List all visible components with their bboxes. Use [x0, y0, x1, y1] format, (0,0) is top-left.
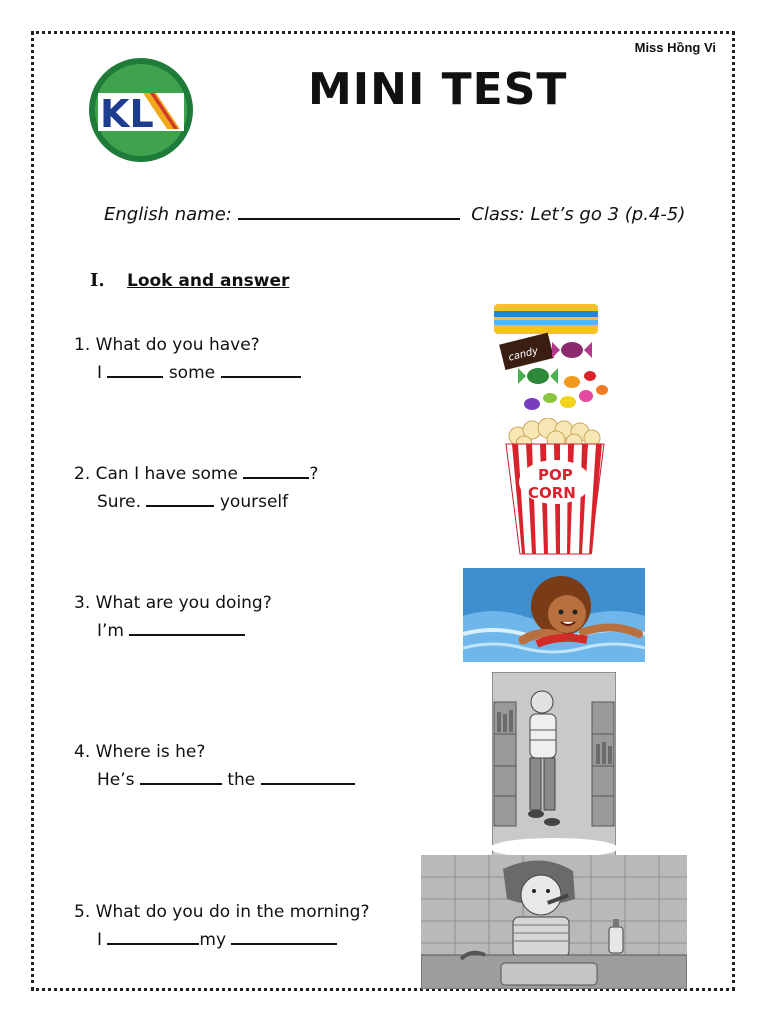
brushing-teeth-picture [421, 855, 687, 989]
answer-blank[interactable] [107, 362, 163, 378]
swimming-picture [463, 568, 645, 662]
question-1: 1. What do you have? I some [74, 331, 301, 387]
page-title: MINI TEST [308, 64, 568, 115]
answer-blank[interactable] [231, 929, 337, 945]
question-5: 5. What do you do in the morning? I my [74, 902, 370, 950]
svg-text:KL: KL [100, 92, 154, 136]
answer-blank[interactable] [146, 491, 214, 507]
english-name-label: English name: [104, 204, 232, 225]
english-name-blank[interactable] [238, 202, 460, 220]
answer-blank[interactable] [107, 929, 199, 945]
answer-blank[interactable] [243, 463, 309, 479]
section-heading: I. Look and answer [90, 270, 290, 291]
question-2: 2. Can I have some ? Sure. yourself [74, 464, 319, 512]
candy-picture [490, 298, 618, 416]
answer-blank[interactable] [261, 769, 355, 785]
library-picture [492, 672, 616, 856]
svg-text:candy: candy [507, 345, 540, 364]
section-title: Look and answer [126, 271, 290, 291]
question-text: What do you have? [95, 335, 260, 355]
student-info-line [104, 202, 685, 225]
popcorn-picture [494, 418, 616, 558]
answer-blank[interactable] [140, 769, 222, 785]
svg-text:CORN: CORN [528, 484, 576, 502]
question-4: 4. Where is he? He’s the [74, 738, 355, 794]
answer-blank[interactable] [129, 620, 245, 636]
class-label: Class: Let’s go 3 (p.4-5) [471, 204, 686, 225]
svg-text:POP: POP [538, 466, 573, 484]
question-3: 3. What are you doing? I’m [74, 593, 272, 641]
school-logo [88, 57, 194, 163]
answer-blank[interactable] [221, 362, 301, 378]
teacher-name: Miss Hồng Vi [634, 40, 716, 55]
section-number: I [90, 270, 99, 291]
